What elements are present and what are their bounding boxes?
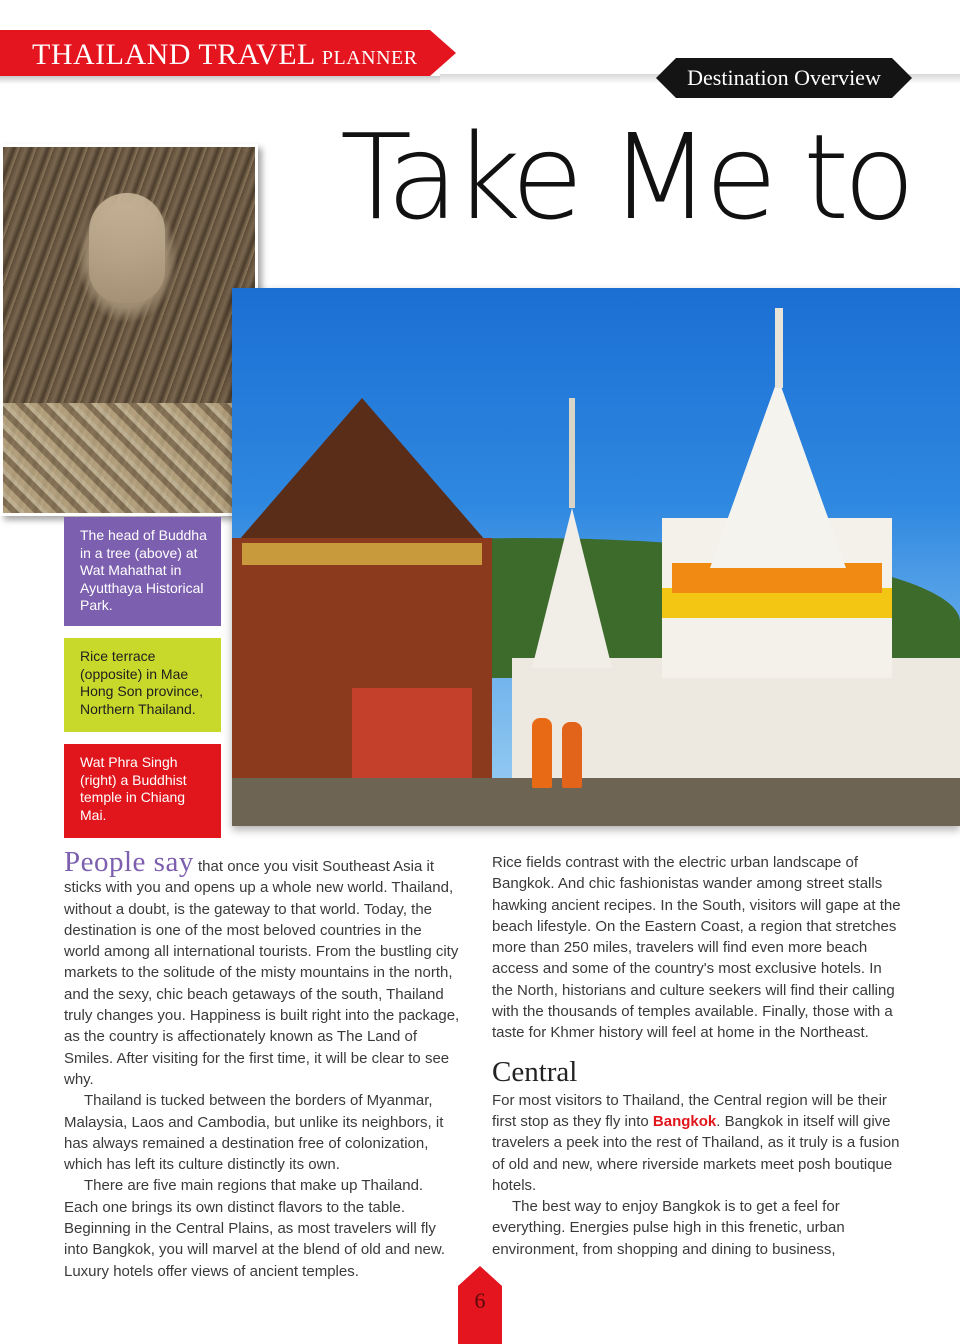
publication-title xyxy=(32,38,418,72)
paragraph-intro xyxy=(64,846,460,1090)
paragraph-regions: There are five main regions that make up Thailand. Each one brings its own distinct flavors to the table. Beginning in the Central Plains, as most travelers will fly into Bangkok, you will marvel at the blend of old and new. Luxury hotels offer views of ancient temples. xyxy=(64,1177,446,1280)
page-number: 6 xyxy=(474,1288,486,1313)
paragraph-borders: Thailand is tucked between the borders of Myanmar, Malaysia, Laos and Cambodia, but unlike its neighbors, it has always remained a destination free of colonization, which has left its culture distinctly its own. xyxy=(64,1092,444,1174)
page-headline: Take Me to xyxy=(340,108,910,246)
section-tag: Destination Overview xyxy=(676,58,892,98)
ground-shape xyxy=(232,778,960,826)
hall-roof-shape xyxy=(232,398,492,548)
stupa-spire-shape xyxy=(775,308,783,388)
paragraph-central-text-2: . Bangkok in itself will give travelers a peek into the rest of Thailand, as it truly is a fusion of old and new, where riverside markets meet posh boutique hotels. xyxy=(492,1112,900,1194)
temple-photo xyxy=(232,288,960,826)
hall-gold-trim xyxy=(242,543,482,565)
buddha-head-photo xyxy=(0,144,258,516)
paragraph-intro-text: that once you visit Southeast Asia it sticks with you and opens up a whole new world. Thailand, without a doubt, is the gateway to that world. Today, the destination is one of the most beloved countries in the world among all international tourists. From the bustling city markets to the solitude of the misty mountains in the north, and the sexy, chic beach getaways of the south, Thailand truly changes you. Happiness is built right into the package, as the country is affectionately known as The Land of Smiles. After visiting for the first time, it will be clear to see why. xyxy=(64,858,460,1088)
paragraph-contrast: Rice fields contrast with the electric urban landscape of Bangkok. And chic fashionistas wander among street stalls hawking ancient recipes. In the South, visitors will gape at the beach lifestyle. On the Eastern Coast, a region that stretches more than 250 miles, travelers will find even more beach access and some of the country's most exclusive hotels. In the North, historians and culture seekers will find their calling with the thousands of temples available. Finally, those with a taste for Khmer history will feel at home in the Northeast. xyxy=(492,854,901,1042)
body-column-left xyxy=(64,846,460,1282)
bangkok-link[interactable]: Bangkok xyxy=(652,1112,717,1130)
dropcap-lead: People say xyxy=(64,846,194,878)
caption-buddha: The head of Buddha in a tree (above) at Wat Mahathat in Ayutthaya Historical Park. xyxy=(64,517,221,626)
body-column-right xyxy=(492,852,904,1260)
subhead-central: Central xyxy=(492,1055,578,1088)
paragraph-central-text-1: For most visitors to Thailand, the Central region will be their first stop as they fly into xyxy=(492,1091,887,1130)
red-steps-shape xyxy=(352,688,472,778)
monk-figure xyxy=(562,722,582,788)
caption-wat-phra-singh: Wat Phra Singh (right) a Buddhist temple in Chiang Mai. xyxy=(64,744,221,838)
buddha-face xyxy=(89,193,165,303)
banner-shadow xyxy=(0,76,440,84)
publication-title-small: PLANNER xyxy=(321,47,418,69)
small-stupa-shape xyxy=(532,508,612,668)
small-stupa-spire xyxy=(569,398,575,508)
leaves-texture xyxy=(3,403,255,513)
monk-figure xyxy=(532,718,552,788)
caption-rice-terrace: Rice terrace (opposite) in Mae Hong Son province, Northern Thailand. xyxy=(64,638,221,732)
publication-title-main: THAILAND TRAVEL xyxy=(32,38,316,71)
paragraph-bangkok: The best way to enjoy Bangkok is to get a feel for everything. Energies pulse high in this frenetic, urban environment, from shopping and dining to business, xyxy=(492,1198,845,1258)
stupa-bell-shape xyxy=(710,378,846,568)
paragraph-central xyxy=(492,1090,904,1196)
